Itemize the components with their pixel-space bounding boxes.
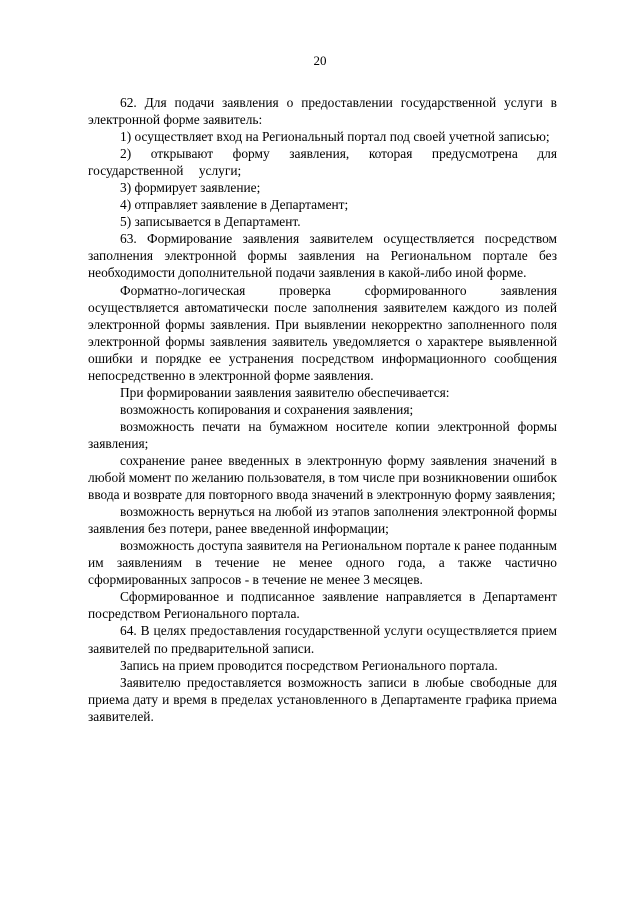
paragraph-62-intro: 62. Для подачи заявления о предоставлении государственной услуги в электронной форме заявитель:: [88, 95, 557, 128]
document-body: [88, 94, 557, 725]
feature-print: возможность печати на бумажном носителе копии электронной формы заявления;: [88, 418, 557, 451]
page-number: 20: [313, 53, 327, 68]
list-item-1: 1) осуществляет вход на Региональный портал под своей учетной записью;: [120, 129, 550, 145]
paragraph-provided-features: При формировании заявления заявителю обеспечивается:: [120, 384, 450, 400]
paragraph-63: 63. Формирование заявления заявителем осуществляется посредством заполнения электронной формы заявления на Региональном портале без необходимости дополнительной подачи заявления в какой-либо иной форме.: [88, 231, 557, 281]
paragraph-schedule: Заявителю предоставляется возможность записи в любые свободные для приема дату и время в пределах установленного в Департаменте графика приема заявителей.: [88, 674, 557, 724]
list-item-4: 4) отправляет заявление в Департамент;: [120, 197, 349, 213]
list-item-2: 2) открывают форму заявления, которая предусмотрена для государственной услуги;: [88, 146, 557, 179]
paragraph-format-check: Форматно-логическая проверка сформированного заявления осуществляется автоматически после заполнения заявителем каждого из полей электронной формы заявления. При выявлении некорректно заполненного поля электронной формы заявления заявитель уведомляется о характере выявленной ошибки и порядке ее устранения посредством информационного сообщения непосредственно в электронной форме заявления.: [88, 282, 557, 383]
paragraph-appointment: Запись на прием проводится посредством Регионального портала.: [120, 657, 498, 673]
paragraph-64: 64. В целях предоставления государственной услуги осуществляется прием заявителей по предварительной записи.: [88, 623, 557, 656]
feature-return-stage: возможность вернуться на любой из этапов заполнения электронной формы заявления без потери, ранее введенной информации;: [88, 504, 557, 537]
paragraph-submission: Сформированное и подписанное заявление направляется в Департамент посредством Регионального портала.: [88, 589, 557, 622]
feature-copy-save: возможность копирования и сохранения заявления;: [120, 401, 414, 417]
list-item-5: 5) записывается в Департамент.: [120, 214, 301, 230]
list-item-3: 3) формирует заявление;: [120, 180, 261, 196]
feature-save-values: сохранение ранее введенных в электронную форму заявления значений в любой момент по желанию пользователя, в том числе при возникновении ошибок ввода и возврате для повторного ввода значений в электронную форму заявления;: [88, 452, 557, 503]
feature-access-history: возможность доступа заявителя на Региональном портале к ранее поданным им заявлениям в течение не менее одного года, а также частично сформированных запросов - в течение не менее 3 месяцев.: [88, 538, 557, 588]
